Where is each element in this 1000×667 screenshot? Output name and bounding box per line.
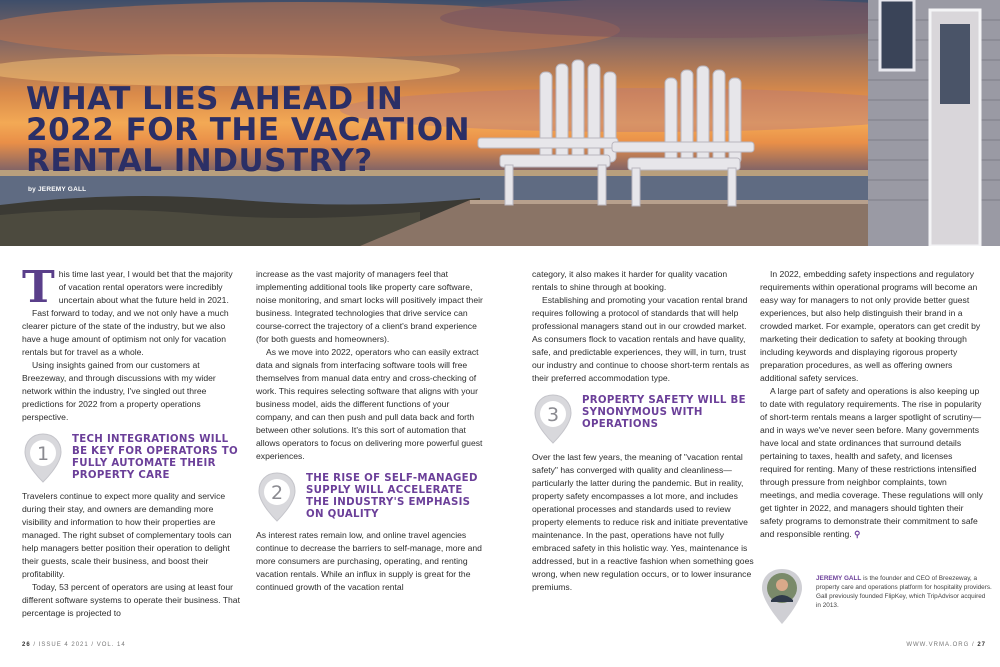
author-name: JEREMY GALL [816, 575, 862, 582]
paragraph: Using insights gained from our customers at Breezeway, and through discussions with my wider network within the industry, I've singled out three predictions for 2022 from a property operations perspective. [22, 360, 216, 422]
paragraph: increase as the vast majority of managers feel that implementing additional tools like property care software, noise monitoring, and smart locks will positively impact their business. Integrated technologies that drive service can course-correct the trajectory of a client's brand experience (for both guests and homeowners). [256, 269, 483, 344]
section-3-header [532, 393, 754, 445]
intro-paragraph: This time last year, I would bet that the majority of vacation rental operators were incredibly uncertain about what the future held in 2021. [22, 262, 233, 313]
title-line-1: WHAT LIES AHEAD IN [26, 81, 404, 117]
author-bio [760, 568, 992, 628]
paragraph: In 2022, embedding safety inspections and regulatory requirements within operational programs will become an easy way for managers to not only provide better guest experiences, but also help distinguish their brand in a crowded market. For example, operators can get credit by marketing their dedication to safety at booking through including keywords and displaying rigorous property preparation procedures, as well as offering owners additional safety services. [760, 269, 981, 383]
column-3 [532, 268, 754, 594]
section-1-header [22, 432, 242, 484]
map-pin-icon [532, 393, 574, 445]
article-title [26, 81, 486, 179]
section-number: 2 [270, 482, 284, 504]
column-1 [22, 262, 242, 620]
map-pin-icon [22, 432, 64, 484]
paragraph: A large part of safety and operations is also keeping up to date with regulatory requirements. The rise in popularity of short-term rentals means a larger spotlight of scrutiny—and in ways we've never seen before. Many governments have local and state ordinances that surround details pertaining to taxes, health and safety, and licenses required for renting. Many of these restrictions intensified through pressure from neighbor complaints, town meetings, and media coverage. These regulations will only get tighter in 2022, and managers should tighten their safety programs to demonstrate their commitment to safe and responsible renting. ⚲ [760, 386, 983, 539]
end-mark-icon: ⚲ [854, 529, 861, 539]
paragraph: category, it also makes it harder for quality vacation rentals to shine through at booking. [532, 269, 728, 292]
footer-right [906, 642, 986, 648]
page-number-left: 26 [22, 642, 31, 648]
paragraph: Travelers continue to expect more quality and service during their stay, and owners are demanding more visibility and information to how their properties are managed. The right subset of complementary tools can help managers better position their operation to delight their guests, scale their business, and boost their profitability. [22, 491, 232, 579]
column-2 [256, 268, 484, 594]
paragraph: Establishing and promoting your vacation rental brand requires following a protocol of standards that will help professional managers stand out in our crowded market. As consumers flock to vacation rentals and have quality, safe, and predictable experiences, they will, in turn, trust our industry and continue to choose short-term rentals as their preferred accommodation type. [532, 295, 750, 383]
issue-info: / ISSUE 4 2021 / VOL. 14 [30, 642, 126, 648]
website: WWW.VRMA.ORG / [906, 642, 978, 648]
paragraph: Fast forward to today, and we not only have a much clearer picture of the state of the industry, but we also have a huge amount of optimism not only for vacation rentals but for travel as a whole. [22, 308, 229, 357]
map-pin-icon [256, 471, 298, 523]
section-number: 3 [546, 404, 560, 426]
hero-image [0, 0, 1000, 246]
author-bio-text: JEREMY GALL is the founder and CEO of Breezeway, a property care and operations platform for hospitality providers. Gall previously founded FlipKey, which TripAdvisor acquired in 2013. [816, 575, 992, 609]
paragraph: As interest rates remain low, and online travel agencies continue to decrease the barriers to self-manage, more and more consumers are purchasing, operating, and renting vacation rentals. While an influx in supply is great for the continued growth of the vacation rental [256, 530, 482, 592]
page-number-right: 27 [977, 642, 986, 648]
column-4 [760, 268, 986, 541]
paragraph: Today, 53 percent of operators are using at least four different software systems to operate their business. That percentage is projected to [22, 582, 240, 618]
section-2-heading: THE RISE OF SELF-MANAGED SUPPLY WILL ACCELERATE THE INDUSTRY'S EMPHASIS ON QUALITY [306, 473, 478, 520]
paragraph: Over the last few years, the meaning of "vacation rental safety" has converged with quality and cleanliness—particularly the latter during the pandemic. But in reality, property safety encompasses a lot more, and includes operational processes and standards used to review property elements to reduce risk and initiate preventative maintenance. In the past, operations have not fully embraced safety in this holistic way. Yes, maintenance is addressed, but in a reactive fashion when something goes wrong, when new regulation occurs, or to lower insurance premiums. [532, 452, 754, 592]
section-3-heading: PROPERTY SAFETY WILL BE SYNONYMOUS WITH OPERATIONS [582, 395, 746, 430]
drop-cap: T [22, 262, 55, 313]
title-line-3: RENTAL INDUSTRY? [26, 143, 373, 179]
section-1-heading: TECH INTEGRATIONS WILL BE KEY FOR OPERATORS TO FULLY AUTOMATE THEIR PROPERTY CARE [72, 434, 238, 481]
footer-left [22, 642, 126, 648]
paragraph: As we move into 2022, operators who can easily extract data and signals from interfacing software tools will free themselves from manual data entry and cross-checking of work. This requires selecting software that aligns with your business model, aids the different functions of your company, and can then push and pull data back and forth between other solutions. It's this sort of automation that allows operators to focus on delivering more powerful guest experiences. [256, 347, 483, 461]
byline: by JEREMY GALL [28, 186, 87, 193]
section-number: 1 [36, 443, 50, 465]
section-2-header [256, 471, 484, 523]
title-line-2: 2022 FOR THE VACATION [26, 112, 471, 148]
author-photo [760, 568, 804, 626]
